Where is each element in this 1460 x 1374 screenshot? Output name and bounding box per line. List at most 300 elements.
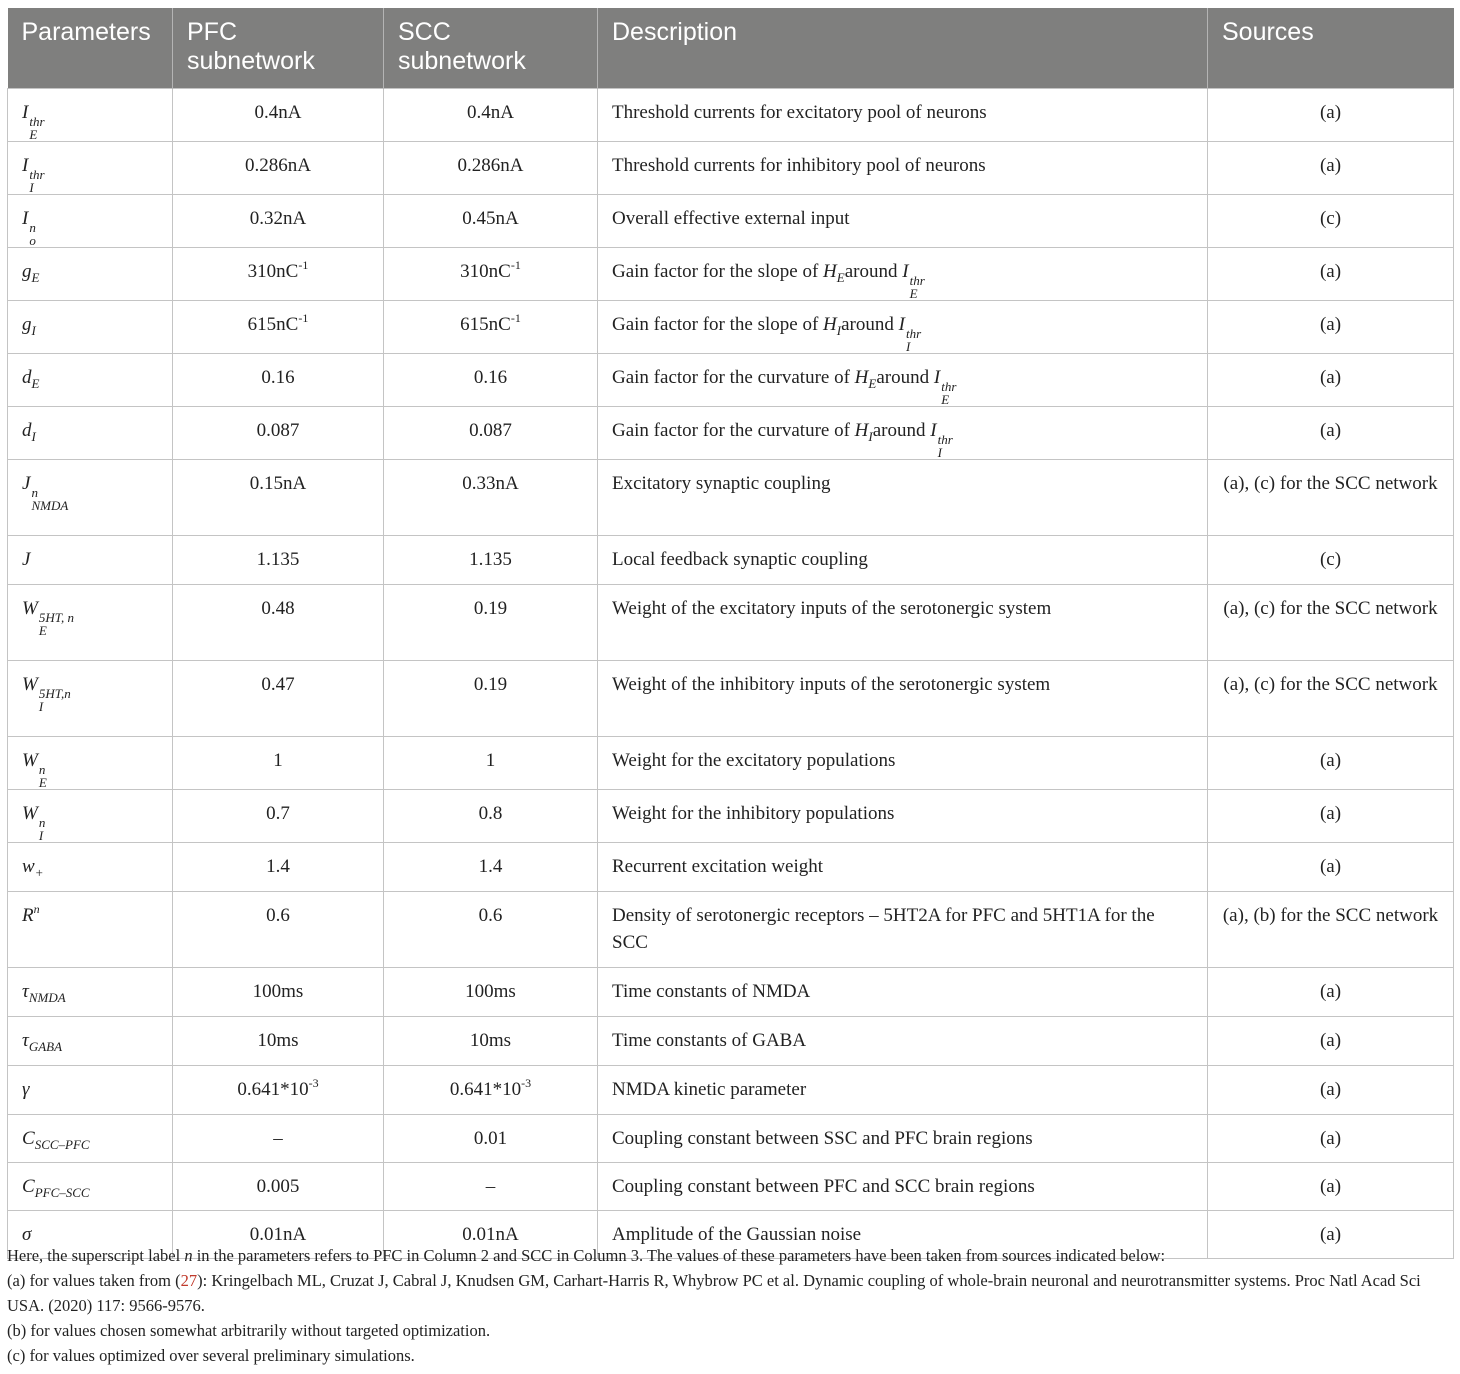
scc-value-cell xyxy=(384,301,598,354)
pfc-value-cell xyxy=(173,142,384,195)
description-cell xyxy=(598,195,1208,248)
parameter-symbol-sub: I xyxy=(31,429,36,444)
pfc-value: 100ms xyxy=(252,981,304,1002)
table-body xyxy=(8,89,1454,1259)
pfc-value-cell xyxy=(173,195,384,248)
parameter-symbol xyxy=(22,803,46,843)
parameter-cell xyxy=(8,1115,173,1163)
parameter-symbol-base: C xyxy=(22,1128,35,1149)
description-h-symbol xyxy=(823,314,842,338)
pfc-value-cell xyxy=(173,585,384,661)
scc-value-cell xyxy=(384,1066,598,1115)
footnote-n xyxy=(7,1243,1455,1268)
pfc-value-cell xyxy=(173,737,384,790)
source-cell: (a) xyxy=(1208,737,1454,790)
table-row xyxy=(8,142,1454,195)
parameter-symbol-sub: I xyxy=(38,699,44,714)
description-cell xyxy=(598,790,1208,843)
description-text: Time constants of GABA xyxy=(612,1030,807,1051)
parameter-cell xyxy=(8,737,173,790)
scc-value: 100ms xyxy=(465,981,516,1002)
parameter-symbol-base: I xyxy=(22,155,29,176)
table-row xyxy=(8,248,1454,301)
scc-value-cell xyxy=(384,968,598,1017)
header-description: Description xyxy=(598,8,1208,89)
scc-value-cell xyxy=(384,790,598,843)
pfc-value-cell xyxy=(173,1017,384,1066)
parameter-symbol-sub: I xyxy=(38,828,44,843)
scc-value-cell xyxy=(384,1163,598,1211)
table-header-row xyxy=(8,8,1454,89)
scc-value-cell xyxy=(384,460,598,536)
parameter-symbol-sup: n xyxy=(31,485,38,500)
pfc-value-exponent: -1 xyxy=(298,311,309,325)
pfc-value: 0.641*10 xyxy=(237,1079,309,1100)
description-i-symbol xyxy=(933,367,957,407)
source-cell: (a), (c) for the SCC network xyxy=(1208,460,1454,536)
source-cell: (a) xyxy=(1208,843,1454,892)
parameter-cell xyxy=(8,1066,173,1115)
parameter-cell xyxy=(8,407,173,460)
description-cell xyxy=(598,354,1208,407)
parameter-symbol-base: W xyxy=(22,598,38,619)
description-cell xyxy=(598,142,1208,195)
description-i-symbol-scripts xyxy=(941,380,956,406)
pfc-value: 0.7 xyxy=(266,803,290,824)
scc-value-exponent: -1 xyxy=(510,311,521,325)
scc-value: 10ms xyxy=(469,1030,512,1051)
parameter-symbol-sub: NMDA xyxy=(31,498,69,513)
description-text: Weight for the excitatory populations xyxy=(612,750,896,771)
table-row xyxy=(8,968,1454,1017)
description-h-symbol-base: H xyxy=(854,420,869,441)
parameter-symbol-sub: I xyxy=(29,180,34,195)
description-cell xyxy=(598,1017,1208,1066)
description-cell xyxy=(598,585,1208,661)
parameter-symbol xyxy=(22,549,30,570)
parameter-symbol-sub: E xyxy=(38,775,47,790)
pfc-value-exponent: -1 xyxy=(298,258,309,272)
pfc-value: 0.6 xyxy=(266,905,290,926)
description-around: around xyxy=(876,367,930,388)
parameter-symbol-base: d xyxy=(22,420,32,441)
source-cell: (a) xyxy=(1208,89,1454,142)
description-i-symbol-sup: thr xyxy=(937,432,953,447)
parameter-symbol-scripts xyxy=(31,486,68,512)
source-cell: (a) xyxy=(1208,1066,1454,1115)
parameter-cell xyxy=(8,790,173,843)
parameter-symbol xyxy=(22,598,74,638)
parameter-symbol-base: g xyxy=(22,314,32,335)
parameter-symbol-sub: PFC–SCC xyxy=(34,1185,90,1200)
description-cell xyxy=(598,843,1208,892)
description-text: Threshold currents for inhibitory pool of neurons xyxy=(612,155,986,176)
source-cell: (a) xyxy=(1208,790,1454,843)
parameter-cell xyxy=(8,460,173,536)
scc-value-cell xyxy=(384,142,598,195)
description-h-symbol-sub: E xyxy=(836,270,845,285)
header-parameters: Parameters xyxy=(8,8,173,89)
table-row xyxy=(8,1066,1454,1115)
description-i-symbol xyxy=(898,314,922,354)
description-h-symbol-base: H xyxy=(823,314,837,335)
pfc-value: 0.47 xyxy=(261,674,295,695)
scc-value-cell xyxy=(384,661,598,737)
pfc-value-cell xyxy=(173,843,384,892)
parameter-symbol-base: J xyxy=(22,549,31,570)
parameter-cell xyxy=(8,1163,173,1211)
description-text: Excitatory synaptic coupling xyxy=(612,473,831,494)
parameter-symbol xyxy=(22,856,44,880)
parameter-cell xyxy=(8,195,173,248)
footnote-a-text: (a) for values taken from ( xyxy=(7,1271,181,1290)
pfc-value: 0.16 xyxy=(261,367,295,388)
parameter-cell xyxy=(8,843,173,892)
description-i-symbol-sub: E xyxy=(909,286,918,301)
scc-value: – xyxy=(485,1176,496,1197)
scc-value: 0.286nA xyxy=(457,155,524,176)
scc-value-cell xyxy=(384,843,598,892)
parameter-symbol-base: τ xyxy=(22,981,29,1002)
description-cell xyxy=(598,661,1208,737)
parameter-symbol-base: R xyxy=(22,905,34,926)
table-row xyxy=(8,195,1454,248)
header-scc-subnetwork: SCC subnetwork xyxy=(384,8,598,89)
scc-value-cell xyxy=(384,407,598,460)
source-cell: (a) xyxy=(1208,407,1454,460)
scc-value-cell xyxy=(384,195,598,248)
parameter-cell xyxy=(8,89,173,142)
pfc-value: 0.15nA xyxy=(249,473,307,494)
parameter-symbol-sub: + xyxy=(34,865,44,880)
scc-value: 0.33nA xyxy=(462,473,519,494)
description-text: Coupling constant between SSC and PFC brain regions xyxy=(612,1128,1033,1149)
parameter-symbol xyxy=(22,1030,63,1054)
scc-value: 615nC xyxy=(460,314,511,335)
pfc-value: 1 xyxy=(273,750,283,771)
table-row xyxy=(8,407,1454,460)
parameter-symbol xyxy=(22,1176,90,1200)
description-h-symbol-base: H xyxy=(854,367,869,388)
description-i-symbol xyxy=(930,420,953,460)
description-cell xyxy=(598,407,1208,460)
scc-value-exponent: -3 xyxy=(521,1076,532,1090)
scc-value: 310nC xyxy=(460,261,511,282)
scc-value-cell xyxy=(384,1115,598,1163)
pfc-value: 1.135 xyxy=(256,549,300,570)
parameter-symbol-sup: thr xyxy=(29,167,45,182)
footnote-n-text: Here, the superscript label xyxy=(7,1246,181,1265)
description-h-symbol xyxy=(854,367,877,391)
table-row xyxy=(8,536,1454,585)
parameter-symbol xyxy=(22,1224,31,1245)
source-cell: (a) xyxy=(1208,1017,1454,1066)
parameter-symbol-base: W xyxy=(22,674,38,695)
source-cell: (c) xyxy=(1208,195,1454,248)
pfc-value-cell xyxy=(173,1066,384,1115)
source-cell: (a), (c) for the SCC network xyxy=(1208,585,1454,661)
parameter-symbol-base: w xyxy=(22,856,35,877)
table-row xyxy=(8,585,1454,661)
pfc-value: 0.01nA xyxy=(249,1224,307,1245)
source-cell: (a), (b) for the SCC network xyxy=(1208,892,1454,968)
description-i-symbol xyxy=(902,261,925,301)
scc-value-cell xyxy=(384,89,598,142)
table-row xyxy=(8,89,1454,142)
description-text: Weight of the inhibitory inputs of the serotonergic system xyxy=(612,674,1051,695)
parameter-symbol-base: W xyxy=(22,750,38,771)
footnote-a-text-2: ): Kringelbach ML, Cruzat J, Cabral J, Knudsen GM, Carhart-Harris R, Whybrow PC et al. Dynamic coupling of whole-brain neuronal and neurotransmitter systems. Proc Natl Acad Sci USA. (2020) 117: 9566-9576. xyxy=(7,1271,1421,1315)
parameter-cell xyxy=(8,301,173,354)
description-text: Local feedback synaptic coupling xyxy=(612,549,868,570)
footnote-b: (b) for values chosen somewhat arbitrarily without targeted optimization. xyxy=(7,1321,491,1340)
scc-value-cell xyxy=(384,354,598,407)
pfc-value-cell xyxy=(173,354,384,407)
description-text: Gain factor for the curvature of xyxy=(612,420,850,441)
parameter-symbol xyxy=(22,102,45,142)
scc-value: 0.641*10 xyxy=(449,1079,522,1100)
parameter-symbol-sup: 5HT,n xyxy=(38,686,71,701)
parameter-symbol-sup: n xyxy=(29,220,36,235)
parameter-cell xyxy=(8,536,173,585)
scc-value-cell xyxy=(384,585,598,661)
pfc-value-cell xyxy=(173,661,384,737)
parameter-symbol xyxy=(22,473,69,513)
scc-value: 1.4 xyxy=(478,856,503,877)
description-h-symbol-sub: I xyxy=(868,429,873,444)
parameter-symbol-sup: n xyxy=(38,762,46,777)
parameter-symbol-sub: GABA xyxy=(28,1039,63,1054)
parameter-symbol xyxy=(22,420,36,444)
parameter-symbol-sub: I xyxy=(31,323,36,338)
parameter-symbol-base: C xyxy=(22,1176,35,1197)
header-pfc-subnetwork: PFC subnetwork xyxy=(173,8,384,89)
source-cell: (c) xyxy=(1208,536,1454,585)
parameter-symbol xyxy=(22,1128,90,1152)
description-text: Coupling constant between PFC and SCC brain regions xyxy=(612,1176,1035,1197)
parameter-symbol-sup: thr xyxy=(29,114,45,129)
description-around: around xyxy=(872,420,926,441)
pfc-value-cell xyxy=(173,301,384,354)
parameter-cell xyxy=(8,892,173,968)
parameter-symbol-scripts xyxy=(39,611,74,637)
parameter-symbol-sub: E xyxy=(29,127,38,142)
parameter-symbol-base: W xyxy=(22,803,38,824)
description-cell xyxy=(598,248,1208,301)
scc-value-cell xyxy=(384,892,598,968)
scc-value-exponent: -1 xyxy=(510,258,521,272)
table-row xyxy=(8,354,1454,407)
pfc-value: 615nC xyxy=(247,314,299,335)
description-text: Weight for the inhibitory populations xyxy=(612,803,895,824)
description-h-symbol-sub: I xyxy=(836,323,842,338)
description-i-symbol-base: I xyxy=(898,314,905,335)
parameter-symbol-sub: E xyxy=(31,376,40,391)
parameter-symbol-sup: n xyxy=(38,815,46,830)
source-cell: (a), (c) for the SCC network xyxy=(1208,661,1454,737)
description-text: Gain factor for the slope of xyxy=(612,261,819,282)
parameter-symbol-scripts xyxy=(39,687,71,713)
parameter-symbol-base: σ xyxy=(22,1224,32,1245)
scc-value: 0.16 xyxy=(473,367,508,388)
description-cell xyxy=(598,536,1208,585)
parameter-table-container xyxy=(7,8,1453,1259)
parameter-symbol-base: d xyxy=(22,367,32,388)
table-row xyxy=(8,301,1454,354)
pfc-value-cell xyxy=(173,1163,384,1211)
description-cell xyxy=(598,968,1208,1017)
scc-value: 0.8 xyxy=(478,803,503,824)
parameter-symbol-sup: 5HT, n xyxy=(38,610,74,625)
parameter-cell xyxy=(8,1017,173,1066)
pfc-value-cell xyxy=(173,248,384,301)
pfc-value: 1.4 xyxy=(266,856,290,877)
table-row xyxy=(8,460,1454,536)
pfc-value: 0.4nA xyxy=(254,102,302,123)
pfc-value-cell xyxy=(173,407,384,460)
parameter-symbol-sub: SCC–PFC xyxy=(34,1137,90,1152)
parameter-symbol-sub: E xyxy=(31,270,40,285)
parameter-cell xyxy=(8,585,173,661)
description-i-symbol-sup: thr xyxy=(909,273,925,288)
parameter-symbol-sub: E xyxy=(38,623,47,638)
parameter-cell xyxy=(8,661,173,737)
source-cell: (a) xyxy=(1208,968,1454,1017)
description-text: Weight of the excitatory inputs of the serotonergic system xyxy=(612,598,1052,619)
parameter-symbol xyxy=(22,1079,30,1100)
scc-value: 0.4nA xyxy=(467,102,514,123)
source-cell: (a) xyxy=(1208,142,1454,195)
scc-value: 0.087 xyxy=(469,420,512,441)
description-text: NMDA kinetic parameter xyxy=(612,1079,807,1100)
table-row xyxy=(8,1163,1454,1211)
parameter-symbol-sup: n xyxy=(33,902,40,916)
description-i-symbol-sup: thr xyxy=(905,326,922,341)
description-cell xyxy=(598,737,1208,790)
parameter-symbol-scripts xyxy=(29,115,44,141)
description-i-symbol-sub: E xyxy=(941,392,950,407)
source-cell: (a) xyxy=(1208,1163,1454,1211)
parameter-symbol xyxy=(22,367,40,391)
parameter-symbol-scripts xyxy=(29,221,36,247)
description-text: Gain factor for the slope of xyxy=(612,314,819,335)
parameter-symbol-sub: o xyxy=(29,233,36,248)
pfc-value-cell xyxy=(173,89,384,142)
description-cell xyxy=(598,460,1208,536)
table-row xyxy=(8,843,1454,892)
description-h-symbol xyxy=(823,261,845,285)
reference-link-27[interactable]: 27 xyxy=(180,1271,198,1290)
description-i-symbol-sub: I xyxy=(905,339,911,354)
description-cell xyxy=(598,89,1208,142)
footnote-n-symbol: n xyxy=(184,1246,193,1265)
scc-value-cell xyxy=(384,1017,598,1066)
description-around: around xyxy=(844,261,898,282)
footnote-n-text-2: in the parameters refers to PFC in Column 2 and SCC in Column 3. The values of these parameters have been taken from sources indicated below: xyxy=(196,1246,1166,1265)
pfc-value: 0.286nA xyxy=(245,155,311,176)
pfc-value-cell xyxy=(173,460,384,536)
description-cell xyxy=(598,1163,1208,1211)
pfc-value: 0.005 xyxy=(256,1176,300,1197)
table-row xyxy=(8,790,1454,843)
parameter-symbol-base: γ xyxy=(22,1079,30,1100)
table-footnotes xyxy=(7,1243,1455,1368)
footnote-c: (c) for values optimized over several preliminary simulations. xyxy=(7,1346,415,1365)
description-text: Recurrent excitation weight xyxy=(612,856,824,877)
parameter-cell xyxy=(8,248,173,301)
description-i-symbol-base: I xyxy=(933,367,941,388)
scc-value: 0.01 xyxy=(473,1128,508,1149)
description-cell xyxy=(598,1066,1208,1115)
description-i-symbol-scripts xyxy=(910,274,925,300)
description-cell xyxy=(598,892,1208,968)
parameter-symbol-base: I xyxy=(22,102,29,123)
pfc-value: 0.32nA xyxy=(249,208,307,229)
description-h-symbol-sub: E xyxy=(868,376,877,391)
description-text: Gain factor for the curvature of xyxy=(612,367,850,388)
parameter-symbol-sub: NMDA xyxy=(28,990,66,1005)
parameter-symbol-base: I xyxy=(22,208,29,229)
description-cell xyxy=(598,1115,1208,1163)
description-i-symbol-scripts xyxy=(938,433,953,459)
parameter-cell xyxy=(8,354,173,407)
table-row xyxy=(8,892,1454,968)
scc-value: 0.19 xyxy=(473,674,508,695)
pfc-value: 0.48 xyxy=(261,598,295,619)
pfc-value: 10ms xyxy=(257,1030,299,1051)
description-h-symbol xyxy=(854,420,873,444)
description-cell xyxy=(598,301,1208,354)
parameter-symbol-scripts xyxy=(39,816,46,842)
source-cell: (a) xyxy=(1208,1211,1454,1259)
pfc-value: 310nC xyxy=(247,261,299,282)
scc-value: 0.01nA xyxy=(462,1224,519,1245)
parameter-symbol xyxy=(22,902,40,926)
source-cell: (a) xyxy=(1208,354,1454,407)
description-i-symbol-base: I xyxy=(902,261,909,282)
pfc-value-cell xyxy=(173,1115,384,1163)
parameter-symbol xyxy=(22,261,40,285)
description-text: Threshold currents for excitatory pool of neurons xyxy=(612,102,987,123)
description-text: Amplitude of the Gaussian noise xyxy=(612,1224,862,1245)
parameter-cell xyxy=(8,968,173,1017)
scc-value-cell xyxy=(384,536,598,585)
parameter-symbol xyxy=(22,208,36,248)
scc-value: 1.135 xyxy=(469,549,512,570)
table-row xyxy=(8,1115,1454,1163)
parameter-symbol-base: J xyxy=(22,473,31,494)
scc-value: 0.6 xyxy=(478,905,503,926)
parameter-symbol xyxy=(22,750,47,790)
scc-value-cell xyxy=(384,737,598,790)
table-row xyxy=(8,1017,1454,1066)
description-text: Overall effective external input xyxy=(612,208,850,229)
pfc-value-cell xyxy=(173,968,384,1017)
scc-value: 0.45nA xyxy=(462,208,519,229)
pfc-value-cell xyxy=(173,892,384,968)
scc-value: 1 xyxy=(485,750,496,771)
description-h-symbol-base: H xyxy=(823,261,837,282)
footnote-a xyxy=(7,1268,1455,1318)
description-i-symbol-sub: I xyxy=(937,445,942,460)
scc-value: 0.19 xyxy=(473,598,508,619)
source-cell: (a) xyxy=(1208,301,1454,354)
description-text: Density of serotonergic receptors – 5HT2A for PFC and 5HT1A for the SCC xyxy=(612,905,1155,953)
source-cell: (a) xyxy=(1208,1115,1454,1163)
source-cell: (a) xyxy=(1208,248,1454,301)
description-i-symbol-scripts xyxy=(906,327,921,353)
table-row xyxy=(8,661,1454,737)
